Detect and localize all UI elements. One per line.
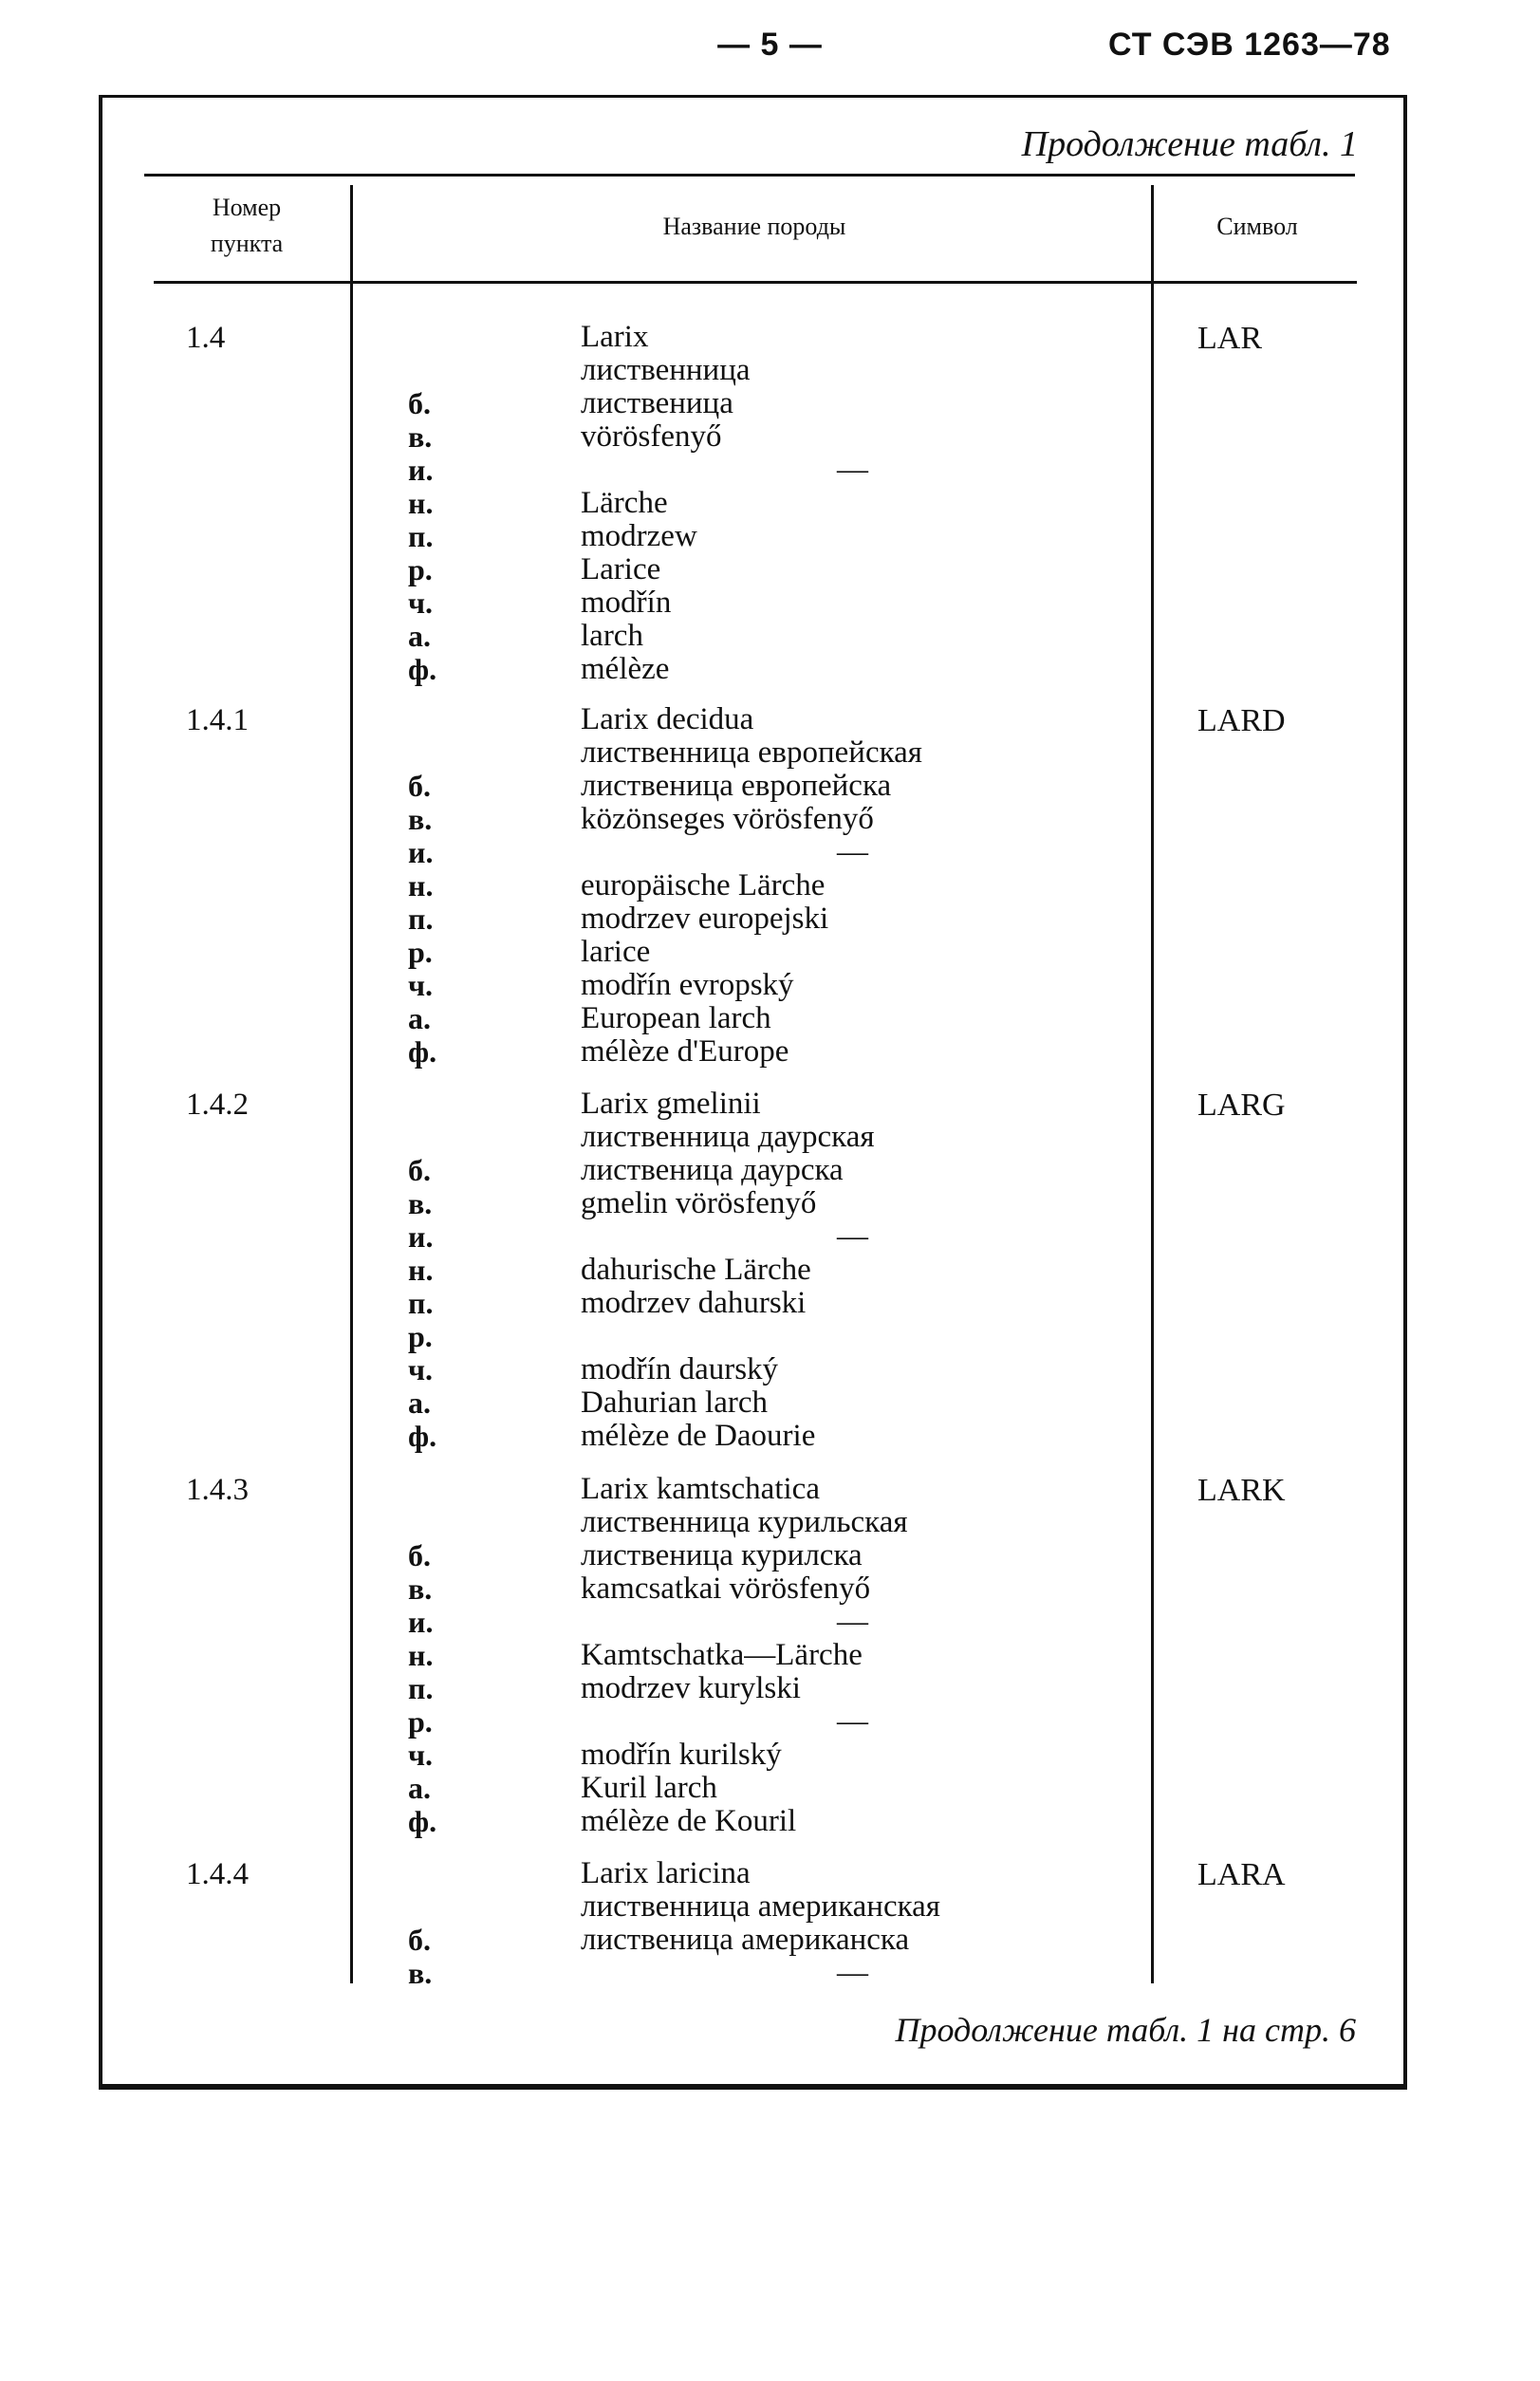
entry-symbol: LAR <box>1197 321 1262 356</box>
entry-language-codes <box>408 1088 493 1453</box>
species-name: mélèze de Daourie <box>581 1419 816 1453</box>
column-header-symbol: Символ <box>1216 213 1298 240</box>
language-code: б. <box>408 1923 431 1957</box>
language-code <box>408 1506 493 1539</box>
language-code: а. <box>408 619 431 653</box>
language-code: в. <box>408 1186 433 1220</box>
standard-code: СТ СЭВ 1263—78 <box>1108 27 1391 63</box>
species-name: лиственница курильская <box>581 1505 908 1539</box>
language-code <box>408 1890 493 1924</box>
language-code: и. <box>408 1219 434 1254</box>
language-code <box>408 703 493 736</box>
language-code: в. <box>408 419 433 454</box>
species-name: Larix laricina <box>581 1856 751 1890</box>
language-code: р. <box>408 935 433 969</box>
species-name: modřín kurilský <box>581 1738 782 1772</box>
column-divider-right <box>1151 185 1154 1983</box>
species-name: mélèze de Kouril <box>581 1804 797 1838</box>
language-code: б. <box>408 1538 431 1572</box>
table-continuation-bottom: Продолжение табл. 1 на стр. 6 <box>895 2011 1356 2049</box>
language-code <box>408 1088 493 1121</box>
entry-language-codes <box>408 1473 493 1838</box>
frame-bottom-border <box>99 2084 1407 2090</box>
language-code <box>408 1473 493 1506</box>
entry-names <box>581 703 1141 1069</box>
species-name <box>581 1320 1141 1353</box>
table-continuation-top: Продолжение табл. 1 <box>1021 124 1358 164</box>
language-code: в. <box>408 1956 433 1990</box>
species-name: — <box>837 1956 868 1990</box>
language-code <box>408 321 493 354</box>
entry-language-codes <box>408 321 493 686</box>
language-code: р. <box>408 1319 433 1353</box>
species-name: modrzev dahurski <box>581 1286 807 1320</box>
language-code: ф. <box>408 1804 437 1838</box>
entry-names <box>581 1088 1141 1453</box>
species-name: — <box>837 1704 868 1739</box>
language-code: и. <box>408 453 434 487</box>
species-name: gmelin vörösfenyő <box>581 1186 817 1220</box>
frame-top-border <box>99 95 1407 98</box>
language-code: и. <box>408 1605 434 1639</box>
species-name: vörösfenyő <box>581 419 722 454</box>
species-name: modrzev kurylski <box>581 1671 801 1705</box>
species-name: europäische Lärche <box>581 868 826 902</box>
species-name: European larch <box>581 1001 771 1035</box>
language-code: а. <box>408 1771 431 1805</box>
species-name: лиственица даурска <box>581 1153 844 1187</box>
language-code: б. <box>408 769 431 803</box>
species-name: лиственица <box>581 386 733 420</box>
column-header-number-line1: Номер <box>212 194 282 221</box>
entry-number: 1.4 <box>186 321 226 355</box>
species-name: лиственница американская <box>581 1889 940 1924</box>
language-code: а. <box>408 1001 431 1035</box>
column-header-number <box>180 190 313 262</box>
language-code: ф. <box>408 1419 437 1453</box>
language-code: б. <box>408 386 431 420</box>
species-name: Lärche <box>581 486 668 520</box>
species-name: Larice <box>581 552 661 586</box>
entry-number: 1.4.2 <box>186 1088 249 1122</box>
species-name: лиственица европейска <box>581 769 892 803</box>
language-code: п. <box>408 1671 434 1705</box>
species-name: dahurische Lärche <box>581 1253 811 1287</box>
language-code: а. <box>408 1386 431 1420</box>
species-name: Larix <box>581 320 649 354</box>
species-name: modřín evropský <box>581 968 794 1002</box>
species-name: modřín <box>581 586 672 620</box>
page-number: — 5 — <box>717 27 823 63</box>
language-code: в. <box>408 1572 433 1606</box>
species-name: modřín daurský <box>581 1352 779 1386</box>
entry-names <box>581 1473 1141 1838</box>
language-code: п. <box>408 902 434 936</box>
species-name: Dahurian larch <box>581 1386 768 1420</box>
language-code: б. <box>408 1153 431 1187</box>
species-name: лиственница <box>581 353 751 387</box>
species-name: mélèze d'Europe <box>581 1034 789 1069</box>
entry-language-codes <box>408 703 493 1069</box>
species-name: kamcsatkai vörösfenyő <box>581 1572 871 1606</box>
language-code: ф. <box>408 1034 437 1069</box>
language-code: р. <box>408 552 433 586</box>
entry-symbol: LARD <box>1197 703 1286 738</box>
species-name: larice <box>581 935 651 969</box>
entry-number: 1.4.1 <box>186 703 249 737</box>
column-header-number-line2: пункта <box>210 230 284 257</box>
species-name: — <box>837 1219 868 1254</box>
language-code <box>408 1121 493 1154</box>
frame-right-border <box>1403 95 1407 2086</box>
entry-symbol: LARA <box>1197 1857 1286 1892</box>
language-code: ч. <box>408 586 434 620</box>
species-name: лиственица курилска <box>581 1538 863 1572</box>
language-code <box>408 1857 493 1890</box>
species-name: Larix decidua <box>581 702 754 736</box>
language-code <box>408 354 493 387</box>
language-code: ч. <box>408 1352 434 1386</box>
species-name: лиственница европейская <box>581 735 922 770</box>
language-code: н. <box>408 1253 434 1287</box>
species-name: Larix kamtschatica <box>581 1472 820 1506</box>
species-name: Kuril larch <box>581 1771 717 1805</box>
species-name: — <box>837 1605 868 1639</box>
language-code: и. <box>408 835 434 869</box>
entry-number: 1.4.3 <box>186 1473 249 1507</box>
species-name: mélèze <box>581 652 670 686</box>
entry-symbol: LARG <box>1197 1088 1286 1123</box>
species-name: — <box>837 835 868 869</box>
column-divider-left <box>350 185 353 1983</box>
entry-symbol: LARK <box>1197 1473 1286 1508</box>
species-name: közönseges vörösfenyő <box>581 802 874 836</box>
species-name: Larix gmelinii <box>581 1087 761 1121</box>
frame-left-border <box>99 95 102 2086</box>
language-code: ф. <box>408 652 437 686</box>
table-top-rule <box>144 174 1355 177</box>
entry-names <box>581 1857 1141 1990</box>
species-name: modrzev europejski <box>581 902 829 936</box>
language-code: в. <box>408 802 433 836</box>
species-name: лиственница даурская <box>581 1120 875 1154</box>
species-name: larch <box>581 619 643 653</box>
language-code: н. <box>408 1638 434 1672</box>
language-code: ч. <box>408 968 434 1002</box>
entry-number: 1.4.4 <box>186 1857 249 1891</box>
language-code: н. <box>408 868 434 902</box>
language-code: р. <box>408 1704 433 1739</box>
language-code <box>408 736 493 770</box>
language-code: ч. <box>408 1738 434 1772</box>
species-name: modrzew <box>581 519 697 553</box>
language-code: п. <box>408 519 434 553</box>
species-name: Kamtschatka—Lärche <box>581 1638 863 1672</box>
table-header-rule <box>154 281 1357 284</box>
entry-language-codes <box>408 1857 493 1990</box>
language-code: н. <box>408 486 434 520</box>
column-header-name: Название породы <box>662 213 846 240</box>
species-name: лиственица американска <box>581 1923 910 1957</box>
language-code: п. <box>408 1286 434 1320</box>
entry-names <box>581 321 1141 686</box>
species-name: — <box>837 453 868 487</box>
